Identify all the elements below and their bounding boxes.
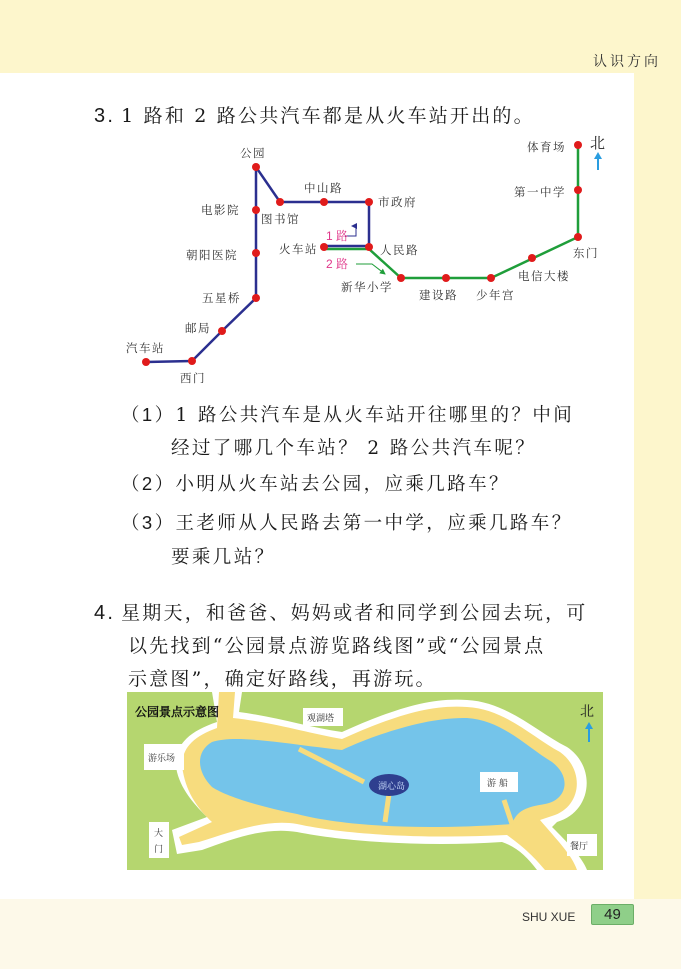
station-shizhengfu: 市政府 [378,195,417,209]
north-label: 北 [590,134,606,152]
station-tushuguan: 图书馆 [261,212,300,226]
question-3-text: 1 路和 2 路公共汽车都是从火车站开出的。 [121,105,535,127]
subject-label: SHU XUE [522,910,576,924]
station-gongyuan: 公园 [240,146,266,160]
north-arrow-icon [594,152,602,170]
station-dianyingyuan: 电影院 [201,203,240,217]
question-4-line-3: 示意图”，确定好路线，再游玩。 [128,668,437,690]
subquestion-1-line-2: 经过了哪几个车站？ 2 路公共汽车呢？ [171,438,537,459]
park-map-title: 公园景点示意图 [135,705,220,719]
bus-route-map [0,0,681,400]
subquestion-3-number: （3） [121,512,176,533]
route-2-direction-arrow [356,264,385,274]
subquestion-1-number: （1） [121,404,176,425]
chapter-title: 认识方向 [593,54,661,70]
page-number: 49 [591,904,634,925]
park-scenic-map [127,692,603,870]
station-dongmen: 东门 [573,246,599,260]
station-zhongshanlu: 中山路 [304,181,343,195]
place-island: 湖心岛 [378,782,406,792]
place-tower: 观湖塔 [307,714,335,724]
station-diyizhongxue: 第一中学 [514,185,566,199]
place-restaurant: 餐厅 [570,842,589,852]
question-4-line-1: 4. 星期天，和爸爸、妈妈或者和同学到公园去玩，可 [94,602,588,624]
station-huochezhan: 火车站 [279,242,318,256]
station-shaoniangong: 少年宫 [476,288,515,302]
subquestion-3-line-2: 要乘几站？ [171,547,276,568]
station-xinhua: 新华小学 [341,280,393,294]
station-ximen: 西门 [180,371,206,385]
station-renminlu: 人民路 [380,243,419,257]
station-wuxingqiao: 五星桥 [202,291,241,305]
question-3-number: 3. [94,105,116,127]
route-2-label: 2 路 [326,257,349,271]
station-chaoyang: 朝阳医院 [186,248,238,262]
subquestion-2: （2）小明从火车站去公园，应乘几路车？ [121,473,510,495]
station-tiyuchang: 体育场 [527,140,566,154]
station-youju: 邮局 [185,321,211,335]
place-gate-2: 门 [154,845,164,855]
station-qichezhan: 汽车站 [126,341,165,355]
subquestion-1-line-1: （1）1 路公共汽车是从火车站开往哪里的？中间 [121,404,575,426]
place-boat: 游 船 [487,779,508,789]
place-amusement: 游乐场 [148,754,176,764]
bottom-band [0,899,681,969]
station-dianxin: 电信大楼 [518,269,570,283]
route-1-label: 1 路 [326,229,349,243]
subquestion-2-number: （2） [121,473,176,494]
park-north-label: 北 [580,704,594,720]
station-jianshelu: 建设路 [419,288,458,302]
question-4-line-2: 以先找到“公园景点游览路线图”或“公园景点 [128,635,546,657]
place-gate-1: 大 [154,829,164,839]
route-2-line [324,145,578,278]
question-4-number: 4. [94,602,116,624]
subquestion-3-line-1: （3）王老师从人民路去第一中学，应乘几路车？ [121,512,573,534]
